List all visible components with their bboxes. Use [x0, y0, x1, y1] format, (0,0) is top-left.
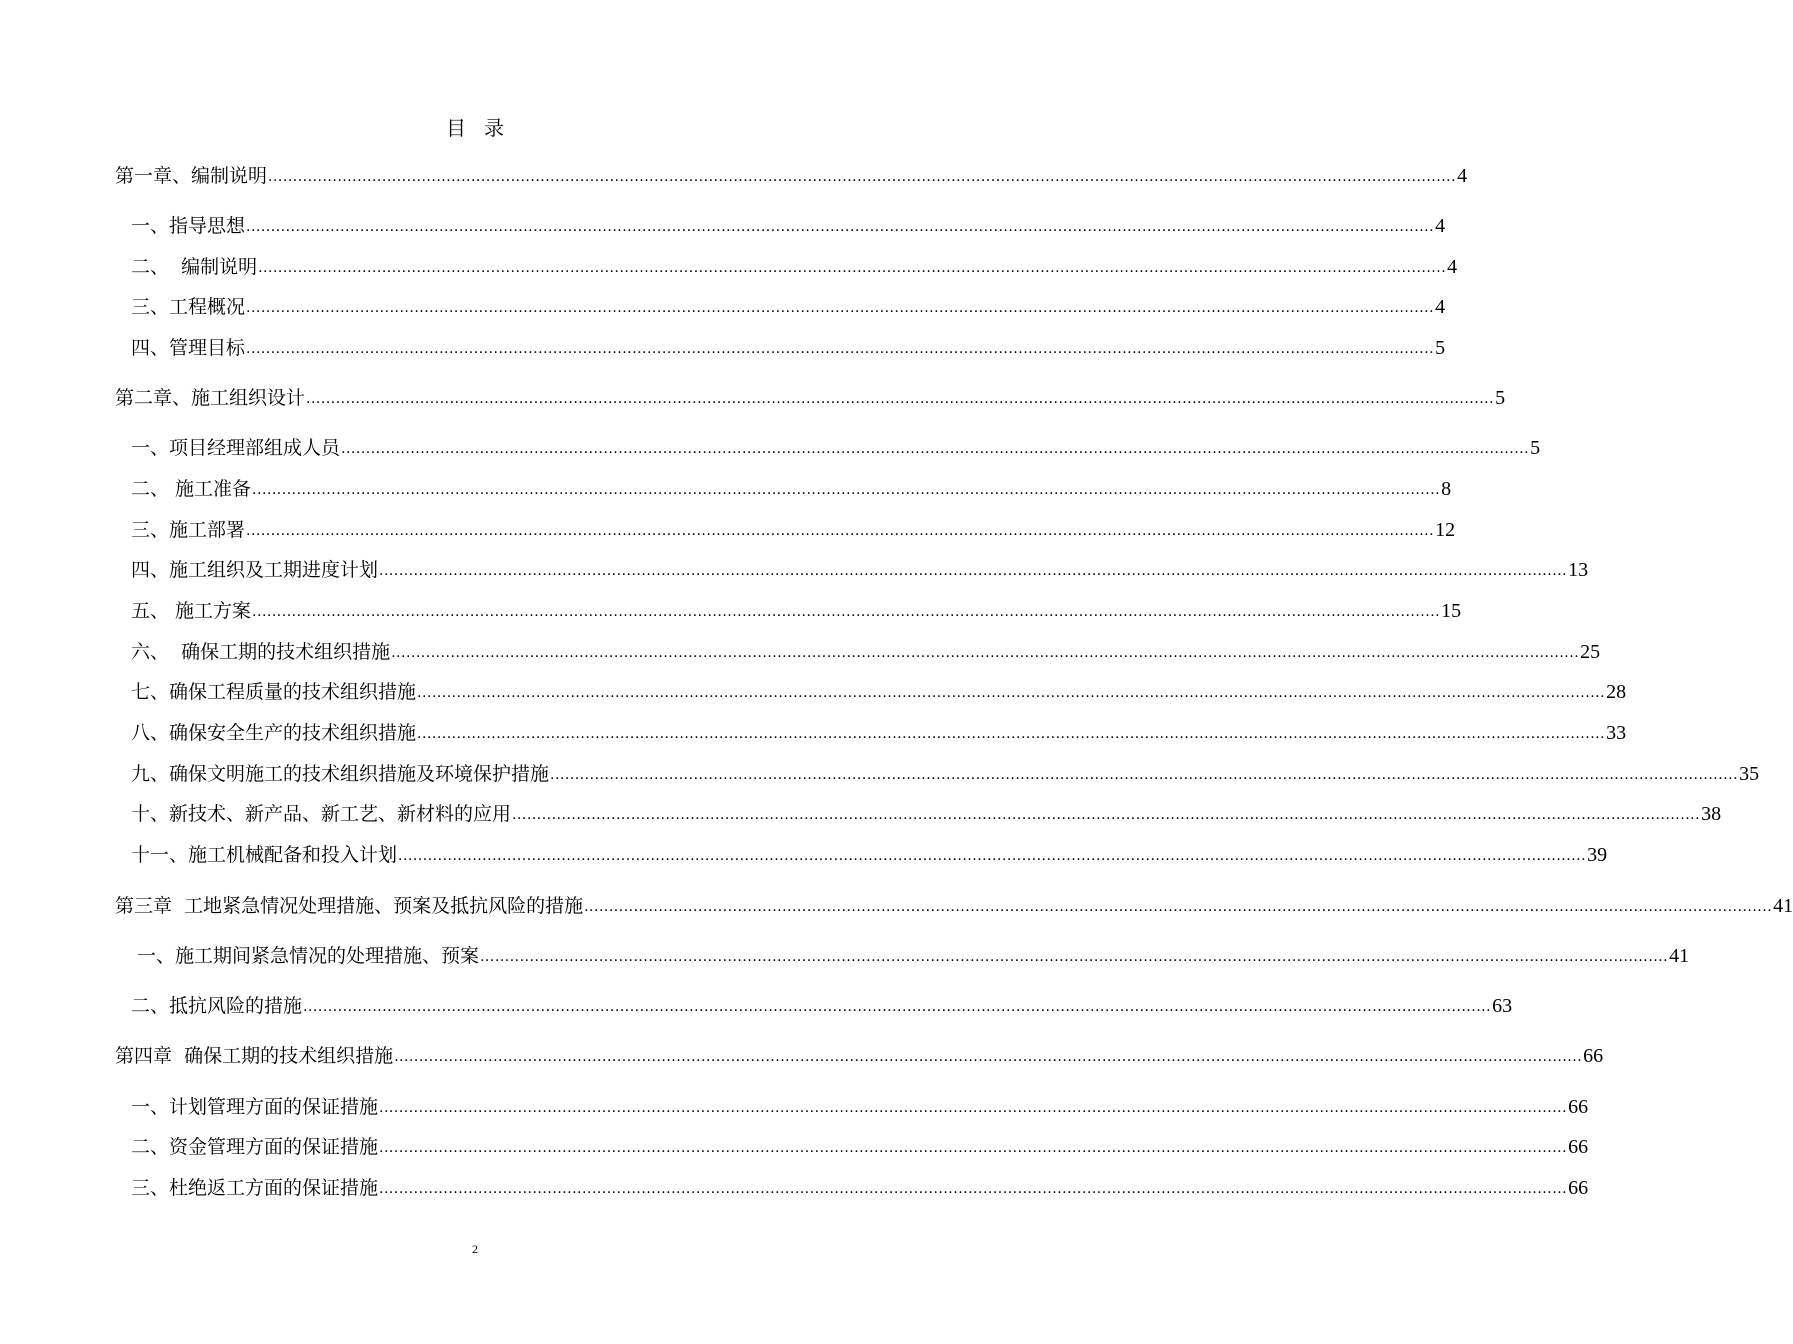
toc-leader: ................................................................................................................................................................................................................................................ — [379, 563, 1568, 579]
toc-entry-label: 二、资金管理方面的保证措施 — [131, 1136, 379, 1158]
toc-entry-page: 38 — [1701, 803, 1722, 825]
toc-entry[interactable] — [115, 1042, 1604, 1070]
toc-entry-page: 5 — [1530, 437, 1541, 459]
toc-entry-page: 4 — [1435, 215, 1446, 237]
toc-entry[interactable] — [131, 212, 1446, 240]
toc-entry-page: 15 — [1441, 600, 1462, 622]
toc-entry-page: 13 — [1568, 559, 1589, 581]
toc-leader: ................................................................................................................................................................................................................................................ — [246, 219, 1435, 235]
toc-leader: ................................................................................................................................................................................................................................................ — [417, 726, 1606, 742]
toc-leader: ................................................................................................................................................................................................................................................ — [417, 685, 1606, 701]
toc-leader: ................................................................................................................................................................................................................................................ — [584, 899, 1773, 915]
toc-entry-page: 28 — [1606, 681, 1627, 703]
toc-entry-page: 66 — [1568, 1177, 1589, 1199]
toc-entry-label: 四、管理目标 — [131, 337, 246, 359]
toc-leader: ................................................................................................................................................................................................................................................ — [246, 341, 1435, 357]
toc-entry[interactable] — [131, 800, 1722, 828]
toc-entry[interactable] — [131, 597, 1462, 625]
toc-entry-page: 5 — [1435, 337, 1446, 359]
toc-entry-label: 三、工程概况 — [131, 296, 246, 318]
toc-entry[interactable] — [137, 942, 1690, 970]
toc-entry[interactable] — [131, 334, 1446, 362]
toc-leader: ................................................................................................................................................................................................................................................ — [480, 949, 1669, 965]
toc-entry-label: 八、确保安全生产的技术组织措施 — [131, 722, 417, 744]
toc-entry-label: 三、杜绝返工方面的保证措施 — [131, 1177, 379, 1199]
toc-entry-page: 33 — [1606, 722, 1627, 744]
toc-leader: ................................................................................................................................................................................................................................................ — [246, 300, 1435, 316]
toc-entry-page: 8 — [1441, 478, 1452, 500]
toc-entry[interactable] — [131, 516, 1456, 544]
toc-entry-page: 66 — [1568, 1136, 1589, 1158]
toc-entry-label: 第一章、编制说明 — [115, 165, 268, 187]
toc-leader: ................................................................................................................................................................................................................................................ — [391, 645, 1580, 661]
toc-entry-label: 二、 施工准备 — [131, 478, 252, 500]
toc-entry-label: 一、指导思想 — [131, 215, 246, 237]
toc-leader: ................................................................................................................................................................................................................................................ — [252, 604, 1441, 620]
toc-leader: ................................................................................................................................................................................................................................................ — [306, 391, 1495, 407]
toc-entry[interactable] — [131, 1133, 1589, 1161]
toc-entry[interactable] — [115, 162, 1468, 190]
toc-entry-label: 一、计划管理方面的保证措施 — [131, 1096, 379, 1118]
toc-entry-label: 第四章 确保工期的技术组织措施 — [115, 1045, 394, 1067]
toc-entry[interactable] — [131, 841, 1608, 869]
toc-leader: ................................................................................................................................................................................................................................................ — [252, 482, 1441, 498]
toc-entry[interactable] — [131, 556, 1589, 584]
toc-entry-label: 五、 施工方案 — [131, 600, 252, 622]
toc-leader: ................................................................................................................................................................................................................................................ — [268, 169, 1457, 185]
toc-entry[interactable] — [131, 719, 1627, 747]
toc-entry[interactable] — [131, 1174, 1589, 1202]
toc-entry-page: 35 — [1739, 763, 1760, 785]
toc-leader: ................................................................................................................................................................................................................................................ — [258, 260, 1447, 276]
toc-leader: ................................................................................................................................................................................................................................................ — [550, 767, 1739, 783]
toc-entry-page: 5 — [1495, 387, 1506, 409]
toc-entry-page: 39 — [1587, 844, 1608, 866]
toc-entry[interactable] — [131, 1093, 1589, 1121]
toc-leader: ................................................................................................................................................................................................................................................ — [379, 1181, 1568, 1197]
toc-entry-page: 4 — [1447, 256, 1458, 278]
toc-leader: ................................................................................................................................................................................................................................................ — [379, 1140, 1568, 1156]
toc-entry-label: 九、确保文明施工的技术组织措施及环境保护措施 — [131, 763, 550, 785]
toc-entry-page: 41 — [1669, 945, 1690, 967]
toc-entry-page: 41 — [1773, 895, 1793, 917]
toc-entry-page: 4 — [1435, 296, 1446, 318]
toc-entry-page: 4 — [1457, 165, 1468, 187]
toc-leader: ................................................................................................................................................................................................................................................ — [303, 999, 1492, 1015]
toc-entry-label: 二、抵抗风险的措施 — [131, 995, 303, 1017]
toc-entry[interactable] — [115, 892, 1793, 920]
toc-entry-label: 十、新技术、新产品、新工艺、新材料的应用 — [131, 803, 512, 825]
toc-entry[interactable] — [131, 434, 1541, 462]
toc-entry[interactable] — [131, 253, 1458, 281]
toc-entry-label: 一、施工期间紧急情况的处理措施、预案 — [137, 945, 480, 967]
toc-leader: ................................................................................................................................................................................................................................................ — [512, 807, 1701, 823]
toc-entry-page: 25 — [1580, 641, 1601, 663]
toc-entry-page: 66 — [1568, 1096, 1589, 1118]
toc-entry[interactable] — [131, 992, 1513, 1020]
toc-entry-label: 第三章 工地紧急情况处理措施、预案及抵抗风险的措施 — [115, 895, 584, 917]
toc-entry-page: 63 — [1492, 995, 1513, 1017]
toc-entry[interactable] — [131, 760, 1760, 788]
toc-entry-label: 六、 确保工期的技术组织措施 — [131, 641, 391, 663]
toc-entry-label: 十一、施工机械配备和投入计划 — [131, 844, 398, 866]
toc-entry-label: 一、项目经理部组成人员 — [131, 437, 341, 459]
toc-entry-label: 七、确保工程质量的技术组织措施 — [131, 681, 417, 703]
toc-leader: ................................................................................................................................................................................................................................................ — [394, 1049, 1583, 1065]
toc-entry[interactable] — [131, 475, 1452, 503]
toc-entry[interactable] — [131, 678, 1627, 706]
toc-leader: ................................................................................................................................................................................................................................................ — [398, 848, 1587, 864]
toc-entry[interactable] — [131, 293, 1446, 321]
toc-leader: ................................................................................................................................................................................................................................................ — [246, 523, 1435, 539]
toc-entry-label: 三、施工部署 — [131, 519, 246, 541]
toc-entry[interactable] — [131, 638, 1601, 666]
page-number: 2 — [472, 1242, 478, 1256]
toc-entry-label: 四、施工组织及工期进度计划 — [131, 559, 379, 581]
toc-entry[interactable] — [115, 384, 1506, 412]
toc-leader: ................................................................................................................................................................................................................................................ — [379, 1100, 1568, 1116]
toc-entry-label: 第二章、施工组织设计 — [115, 387, 306, 409]
toc-entry-page: 66 — [1583, 1045, 1604, 1067]
page-title: 目录 — [446, 116, 522, 140]
toc-entry-label: 二、 编制说明 — [131, 256, 258, 278]
toc-leader: ................................................................................................................................................................................................................................................ — [341, 441, 1530, 457]
toc-entry-page: 12 — [1435, 519, 1456, 541]
